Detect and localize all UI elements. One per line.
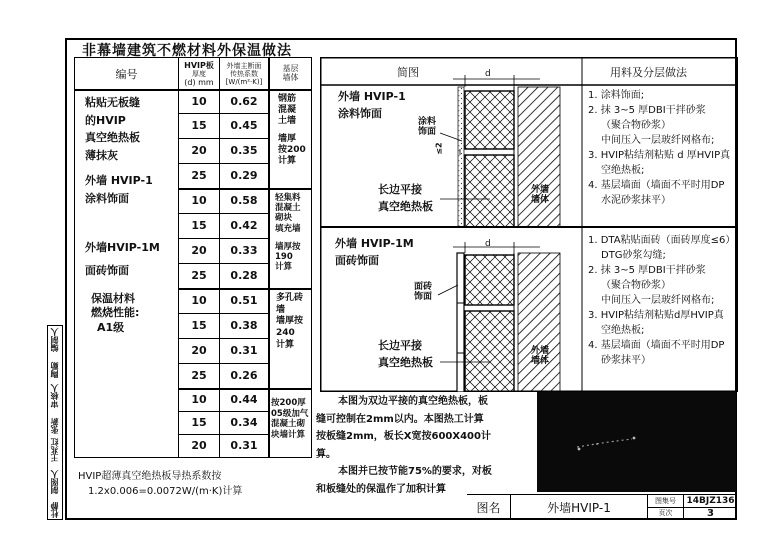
thickness-cell: 20 xyxy=(191,439,207,452)
step-line: 空绝热板; xyxy=(601,165,645,176)
conductivity-cell: 0.62 xyxy=(230,94,258,108)
wall-note-line: 计算 xyxy=(276,339,295,350)
wall-note-line: 按200 xyxy=(278,145,306,156)
wall-note-line: 190 xyxy=(275,251,293,262)
label-line: 外墙 xyxy=(531,346,550,356)
atlas-label: 图集号 xyxy=(655,497,676,505)
label-line: 墙体 xyxy=(531,195,550,206)
section2-title-line: 面砖饰面 xyxy=(335,254,379,268)
wall-note-line: 计算 xyxy=(278,155,297,166)
label-d2: d xyxy=(485,239,491,249)
conductivity-cell: 0.34 xyxy=(230,416,258,429)
note-line: HVIP超薄真空绝热板导热系数按 xyxy=(78,471,222,482)
label-gap: ≤2 xyxy=(434,142,444,155)
thickness-cell: 20 xyxy=(191,244,207,257)
group-label-line: 外墙HVIP-1M xyxy=(85,241,160,254)
group-label-3 xyxy=(85,236,160,282)
wall-note-line: 块墙计算 xyxy=(271,429,306,440)
thickness-cell: 20 xyxy=(191,344,207,357)
section2-title-line: 外墙 HVIP-1M xyxy=(335,237,414,250)
conductivity-cell: 0.58 xyxy=(230,194,258,207)
wall-note-2 xyxy=(275,193,301,272)
note-line: 1.2x0.006=0.0072W/(m·K)计算 xyxy=(88,485,243,497)
wall-note-line: 轻集料 xyxy=(275,193,301,203)
thickness-cell: 10 xyxy=(191,294,207,307)
group-label-line: 的HVIP xyxy=(85,113,126,127)
wall-note-line: 墙 xyxy=(276,304,286,315)
thickness-cell: 15 xyxy=(191,416,207,429)
description-line: 本图并已按节能75%的要求，对板 xyxy=(338,466,492,477)
atlas-number: 14BJZ136 xyxy=(686,496,735,506)
header-diagram: 简图 xyxy=(397,66,419,79)
thickness-cell: 15 xyxy=(191,219,207,232)
conductivity-cell: 0.51 xyxy=(230,294,258,307)
wall-note-line: 混凝 xyxy=(278,104,297,115)
thickness-cell: 10 xyxy=(191,94,207,108)
conductivity-note xyxy=(78,470,242,499)
header-thickness xyxy=(179,59,219,89)
step-line: （聚合物砂浆） xyxy=(601,280,671,291)
label-tile xyxy=(414,282,432,303)
step-line: 2. 抹 3~5 厚DBI干拌砂浆 xyxy=(588,265,706,276)
step-line: 中间压入一层玻纤网格布; xyxy=(601,135,715,146)
section1-title-line: 外墙 HVIP-1 xyxy=(338,90,406,103)
header-method: 用料及分层做法 xyxy=(610,66,687,79)
wall-note-line: 墙厚按 xyxy=(276,316,304,327)
wall-note-line: 按200厚 xyxy=(271,398,306,408)
wall-note-line: 混凝土砌 xyxy=(271,419,306,430)
group-label-line: 燃烧性能: xyxy=(91,306,140,320)
header-code: 编号 xyxy=(115,67,138,81)
wall-note-line: 土墙 xyxy=(278,115,297,126)
sig-reviewer: 审核人 xyxy=(50,384,59,408)
label-panel1 xyxy=(378,182,433,215)
conductivity-cell: 0.44 xyxy=(230,393,258,406)
label-line: 长边平接 xyxy=(378,339,422,352)
header-conductivity-line: 外墙主断面 xyxy=(226,61,262,70)
label-panel2 xyxy=(378,338,433,371)
description-line: 本图为双边平接的真空绝热板，板 xyxy=(338,396,488,407)
group-label-line: 面砖饰面 xyxy=(85,264,129,278)
page-number: 3 xyxy=(707,507,714,519)
header-conductivity-line: 传热系数 xyxy=(230,69,258,78)
step-line: 1. 涂料饰面; xyxy=(588,90,645,101)
wall-note-line: 05级加气 xyxy=(271,408,309,419)
header-thickness-line: 厚度 xyxy=(192,69,206,78)
header-base-wall-line: 基层 xyxy=(282,64,299,74)
group-label-1 xyxy=(85,94,140,164)
conductivity-cell: 0.45 xyxy=(230,119,258,132)
step-line: 4. 基层墙面（墙面不平时用DP xyxy=(588,340,725,351)
label-line: 长边平接 xyxy=(378,183,422,196)
wall-note-3 xyxy=(276,293,303,351)
wall-note-line: 240 xyxy=(276,328,295,339)
sig-compiler-name: 陶勤 xyxy=(50,362,59,378)
step-line: 空绝热板; xyxy=(601,325,645,336)
sig-drafter: 制图人 xyxy=(50,470,59,494)
conductivity-cell: 0.38 xyxy=(230,319,258,332)
label-line: 涂料 xyxy=(418,117,437,127)
label-line: 真空绝热板 xyxy=(378,199,433,213)
conductivity-cell: 0.42 xyxy=(230,219,258,232)
step-line: 水泥砂浆抹平） xyxy=(601,195,671,206)
header-conductivity-line: [W/(m²·K)] xyxy=(225,78,263,87)
sig-compiler: 编制人 xyxy=(50,328,59,352)
header-thickness-line: HVIP板 xyxy=(184,60,214,70)
table-divider xyxy=(268,58,270,457)
drawing-name: 外墙HVIP-1 xyxy=(547,500,611,515)
wall-note-line: 砌块 xyxy=(275,213,293,224)
wall-note-line: 计算 xyxy=(275,262,293,273)
conductivity-cell: 0.29 xyxy=(230,169,258,182)
section1-title xyxy=(338,88,406,122)
step-line: （聚合物砂浆） xyxy=(601,120,671,131)
label-d1: d xyxy=(485,69,491,79)
group-label-line: 外墙 HVIP-1 xyxy=(85,174,153,187)
wall-note-line: 墙厚 xyxy=(278,134,297,145)
wall-note-line xyxy=(275,234,301,242)
step-line: 1. DTA粘贴面砖（面砖厚度≤6） xyxy=(588,235,736,246)
conductivity-cell: 0.31 xyxy=(230,344,258,357)
page-title: 非幕墙建筑不燃材料外保温做法 xyxy=(82,43,292,59)
label-line: 真空绝热板 xyxy=(378,355,433,369)
group-label-line: 涂料饰面 xyxy=(85,191,129,205)
label-base1 xyxy=(531,185,549,206)
thickness-cell: 10 xyxy=(191,393,207,406)
thickness-cell: 25 xyxy=(191,169,207,182)
description-line: 按板缝2mm，板长X宽按600X400计 xyxy=(316,431,491,442)
thickness-cell: 25 xyxy=(191,369,207,382)
title-block xyxy=(467,494,737,520)
wall-note-4 xyxy=(271,398,308,441)
label-line: 面砖 xyxy=(414,282,433,292)
step-line: 3. HVIP粘结剂粘贴 d 厚HVIP真 xyxy=(588,150,731,161)
drawing-description xyxy=(316,393,531,498)
wall-note-line: 钢筋 xyxy=(278,94,297,104)
conductivity-cell: 0.28 xyxy=(230,269,258,282)
conductivity-cell: 0.26 xyxy=(230,369,258,382)
thickness-cell: 15 xyxy=(191,119,207,132)
thickness-cell: 25 xyxy=(191,269,207,282)
step-line: 中间压入一层玻纤网格布; xyxy=(601,295,715,306)
group-label-line: 真空绝热板 xyxy=(85,131,140,145)
section1-title-line: 涂料饰面 xyxy=(338,107,382,121)
group-label-line: A1级 xyxy=(97,320,125,334)
sig-checker-name: 王兆红 xyxy=(50,438,59,462)
conductivity-cell: 0.35 xyxy=(230,144,258,157)
label-line: 墙体 xyxy=(531,356,550,367)
wall-note-line: 混凝土 xyxy=(275,203,301,214)
label-coating xyxy=(418,117,436,138)
label-line: 饰面 xyxy=(418,127,437,138)
thickness-cell: 20 xyxy=(191,144,207,157)
group-label-4 xyxy=(91,292,139,335)
header-base-wall-line: 墙体 xyxy=(282,73,299,82)
header-conductivity xyxy=(220,59,268,89)
conductivity-cell: 0.33 xyxy=(230,244,258,257)
description-line: 和板缝处的保温作了加积计算 xyxy=(316,483,446,495)
label-base2 xyxy=(531,346,549,367)
thickness-cell: 15 xyxy=(191,319,207,332)
group-label-2 xyxy=(85,172,153,207)
section2-title xyxy=(335,235,414,269)
step-line: 2. 抹 3~5 厚DBI干拌砂浆 xyxy=(588,105,706,116)
description-line: 算。 xyxy=(316,448,336,460)
label-line: 外墙 xyxy=(531,185,550,195)
site-photo xyxy=(537,392,736,492)
signature-strip xyxy=(47,325,63,520)
header-thickness-line: (d) mm xyxy=(184,78,214,88)
thickness-cell: 10 xyxy=(191,194,207,207)
wall-note-line: 墙厚按 xyxy=(275,241,301,252)
step-line: DTG砂浆勾缝; xyxy=(601,250,666,261)
page-label: 页次 xyxy=(658,509,673,517)
title-label: 图名 xyxy=(476,500,501,515)
header-base-wall xyxy=(270,59,311,89)
step-line: 4. 基层墙面（墙面不平时用DP xyxy=(588,180,725,191)
sig-reviewer-name: 张新 xyxy=(50,418,59,434)
group-label-line: 保温材料 xyxy=(91,292,135,305)
photo-content xyxy=(537,392,736,492)
group-label-line: 粘贴无板缝 xyxy=(85,96,140,109)
wall-note-1 xyxy=(278,94,306,167)
step-line: 砂浆抹平） xyxy=(601,355,651,366)
wall-note-line: 多孔砖 xyxy=(276,293,304,303)
section1-steps xyxy=(588,88,730,208)
insulation-table xyxy=(74,57,312,458)
section2-steps xyxy=(588,233,735,368)
group-label-line: 薄抹灰 xyxy=(85,148,118,162)
description-line: 缝可控制在2mm以内。本图热工计算 xyxy=(316,413,484,425)
label-line: 饰面 xyxy=(414,292,433,303)
sig-drafter-name: 杜静 xyxy=(50,502,59,518)
conductivity-cell: 0.31 xyxy=(230,439,258,452)
step-line: 3. HVIP粘结剂粘贴d厚HVIP真 xyxy=(588,310,724,321)
wall-note-line: 填充墙 xyxy=(275,223,301,234)
section2-diagram xyxy=(438,242,560,392)
